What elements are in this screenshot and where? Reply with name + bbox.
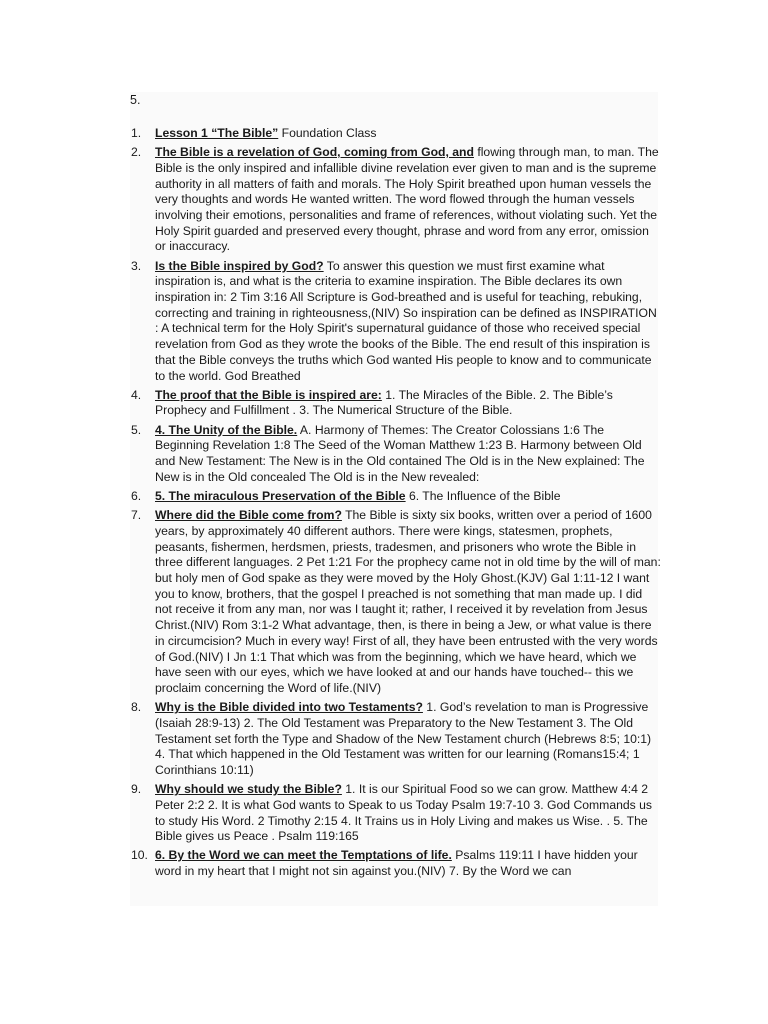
item-number: 6.: [131, 488, 142, 503]
item-heading: Where did the Bible come from?: [155, 508, 342, 523]
item-number: 9.: [131, 782, 142, 797]
item-text: 1. It is our Spiritual Food so we can grow. Matthew 4:4 2 Peter 2:2 2. It is what God wants to Speak to us Today Psalm 19:7-10 3. God Commands us to study His Word. 2 Timothy 2:15 4. It Trains us in Holy Living and makes us Wise. . 5. The Bible gives us Peace . Psalm 119:165: [155, 782, 653, 844]
numbered-list: [0, 126, 768, 906]
item-heading: 6. By the Word we can meet the Temptations of life.: [155, 848, 452, 863]
list-item: [0, 259, 661, 385]
item-number: 1.: [131, 126, 142, 140]
item-number: 5.: [131, 422, 142, 437]
item-text: The Bible is sixty six books, written over a period of 1600 years, by approximately 40 different authors. There were kings, statesmen, prophets, peasants, fishermen, herdsmen, priests, tradesmen, and prisoners who wrote the Bible in three different languages. 2 Pet 1:21 For the prophecy came not in old time by the will of man: but holy men of God spake as they were moved by the Holy Ghost.(KJV) Gal 1:11-12 I want you to know, brothers, that the gospel I preached is not something that man made up. I did not receive it from any man, nor was I taught it; rather, I received it by revelation from Jesus Christ.(NIV) Rom 3:1-2 What advantage, then, is there in being a Jew, or what value is there in circumcision? Much in every way! First of all, they have been entrusted with the very words of God.(NIV) I Jn 1:1 That which was from the beginning, which we have heard, which we have seen with our eyes, which we have looked at and our hands have touched-- this we proclaim concerning the Word of life.(NIV): [155, 508, 661, 695]
item-heading: Is the Bible inspired by God?: [155, 258, 324, 273]
item-number: 2.: [131, 145, 142, 160]
item-text: Foundation Class: [278, 126, 377, 140]
item-heading: 5. The miraculous Preservation of the Bible: [155, 488, 406, 503]
item-heading: The Bible is a revelation of God, coming from God, and: [155, 145, 474, 160]
item-text: A. Harmony of Themes: The Creator Colossians 1:6 The Beginning Revelation 1:8 The Seed of the Woman Matthew 1:23 B. Harmony between Old and New Testament: The New is in the Old contained The Old is in the New explained: The New is in the Old concealed The Old is in the New revealed:: [155, 422, 645, 484]
item-heading: Why should we study the Bible?: [155, 782, 342, 797]
item-number: 10.: [131, 848, 148, 863]
list-item: [0, 126, 661, 142]
list-item: [0, 782, 661, 845]
item-heading: Why is the Bible divided into two Testaments?: [155, 700, 423, 715]
item-number: 4.: [131, 387, 142, 402]
item-number: 8.: [131, 700, 142, 715]
item-text: 1. God’s revelation to man is Progressive (Isaiah 28:9-13) 2. The Old Testament was Preparatory to the New Testament 3. The Old Testament set forth the Type and Shadow of the New Testament church (Hebrews 8:5; 10:1) 4. That which happened in the Old Testament was written for our learning (Romans15:4; 1 Corinthians 10:11): [155, 700, 652, 777]
item-text: To answer this question we must first examine what inspiration is, and what is the criteria to examine inspiration. The Bible declares its own inspiration in: 2 Tim 3:16 All Scripture is God-breathed and is useful for teaching, rebuking, correcting and training in righteousness,(NIV) So inspiration can be defined as INSPIRATION : A technical term for the Holy Spirit's supernatural guidance of those who received special revelation from God as they wrote the books of the Bible. The end result of this inspiration is that the Bible conveys the truths which God wanted His people to know and to communicate to the world. God Breathed: [155, 258, 657, 383]
item-heading: The proof that the Bible is inspired are:: [155, 387, 382, 402]
item-text: 1. The Miracles of the Bible. 2. The Bible’s Prophecy and Fulfillment . 3. The Numerical Structure of the Bible.: [155, 387, 613, 418]
list-item: [0, 700, 661, 779]
item-number: 7.: [131, 508, 142, 523]
list-item: [0, 489, 661, 505]
item-text: flowing through man, to man. The Bible is the only inspired and infallible divine revelation ever given to man and is the supreme authority in all matters of faith and morals. The Holy Spirit breathed upon human vessels the very thoughts and words He wanted written. The word flowed through the human vessels involving their emotions, personalities and frame of references, without violating such. Yet the Holy Spirit guarded and preserved every thought, phrase and word from any error, omission or inaccuracy.: [155, 145, 659, 254]
list-item: [0, 508, 661, 696]
list-item: [0, 848, 661, 879]
item-number: 3.: [131, 258, 142, 273]
top-number: 5.: [130, 93, 141, 107]
item-text: 6. The Influence of the Bible: [405, 488, 561, 503]
item-text: Psalms 119:11 I have hidden your word in my heart that I might not sin against you.(NIV) 7. By the Word we can: [155, 848, 638, 879]
list-item: [0, 423, 661, 486]
item-heading: 4. The Unity of the Bible.: [155, 422, 298, 437]
list-item: [0, 388, 661, 419]
item-heading: Lesson 1 “The Bible”: [155, 126, 279, 140]
list-item: [0, 145, 661, 255]
